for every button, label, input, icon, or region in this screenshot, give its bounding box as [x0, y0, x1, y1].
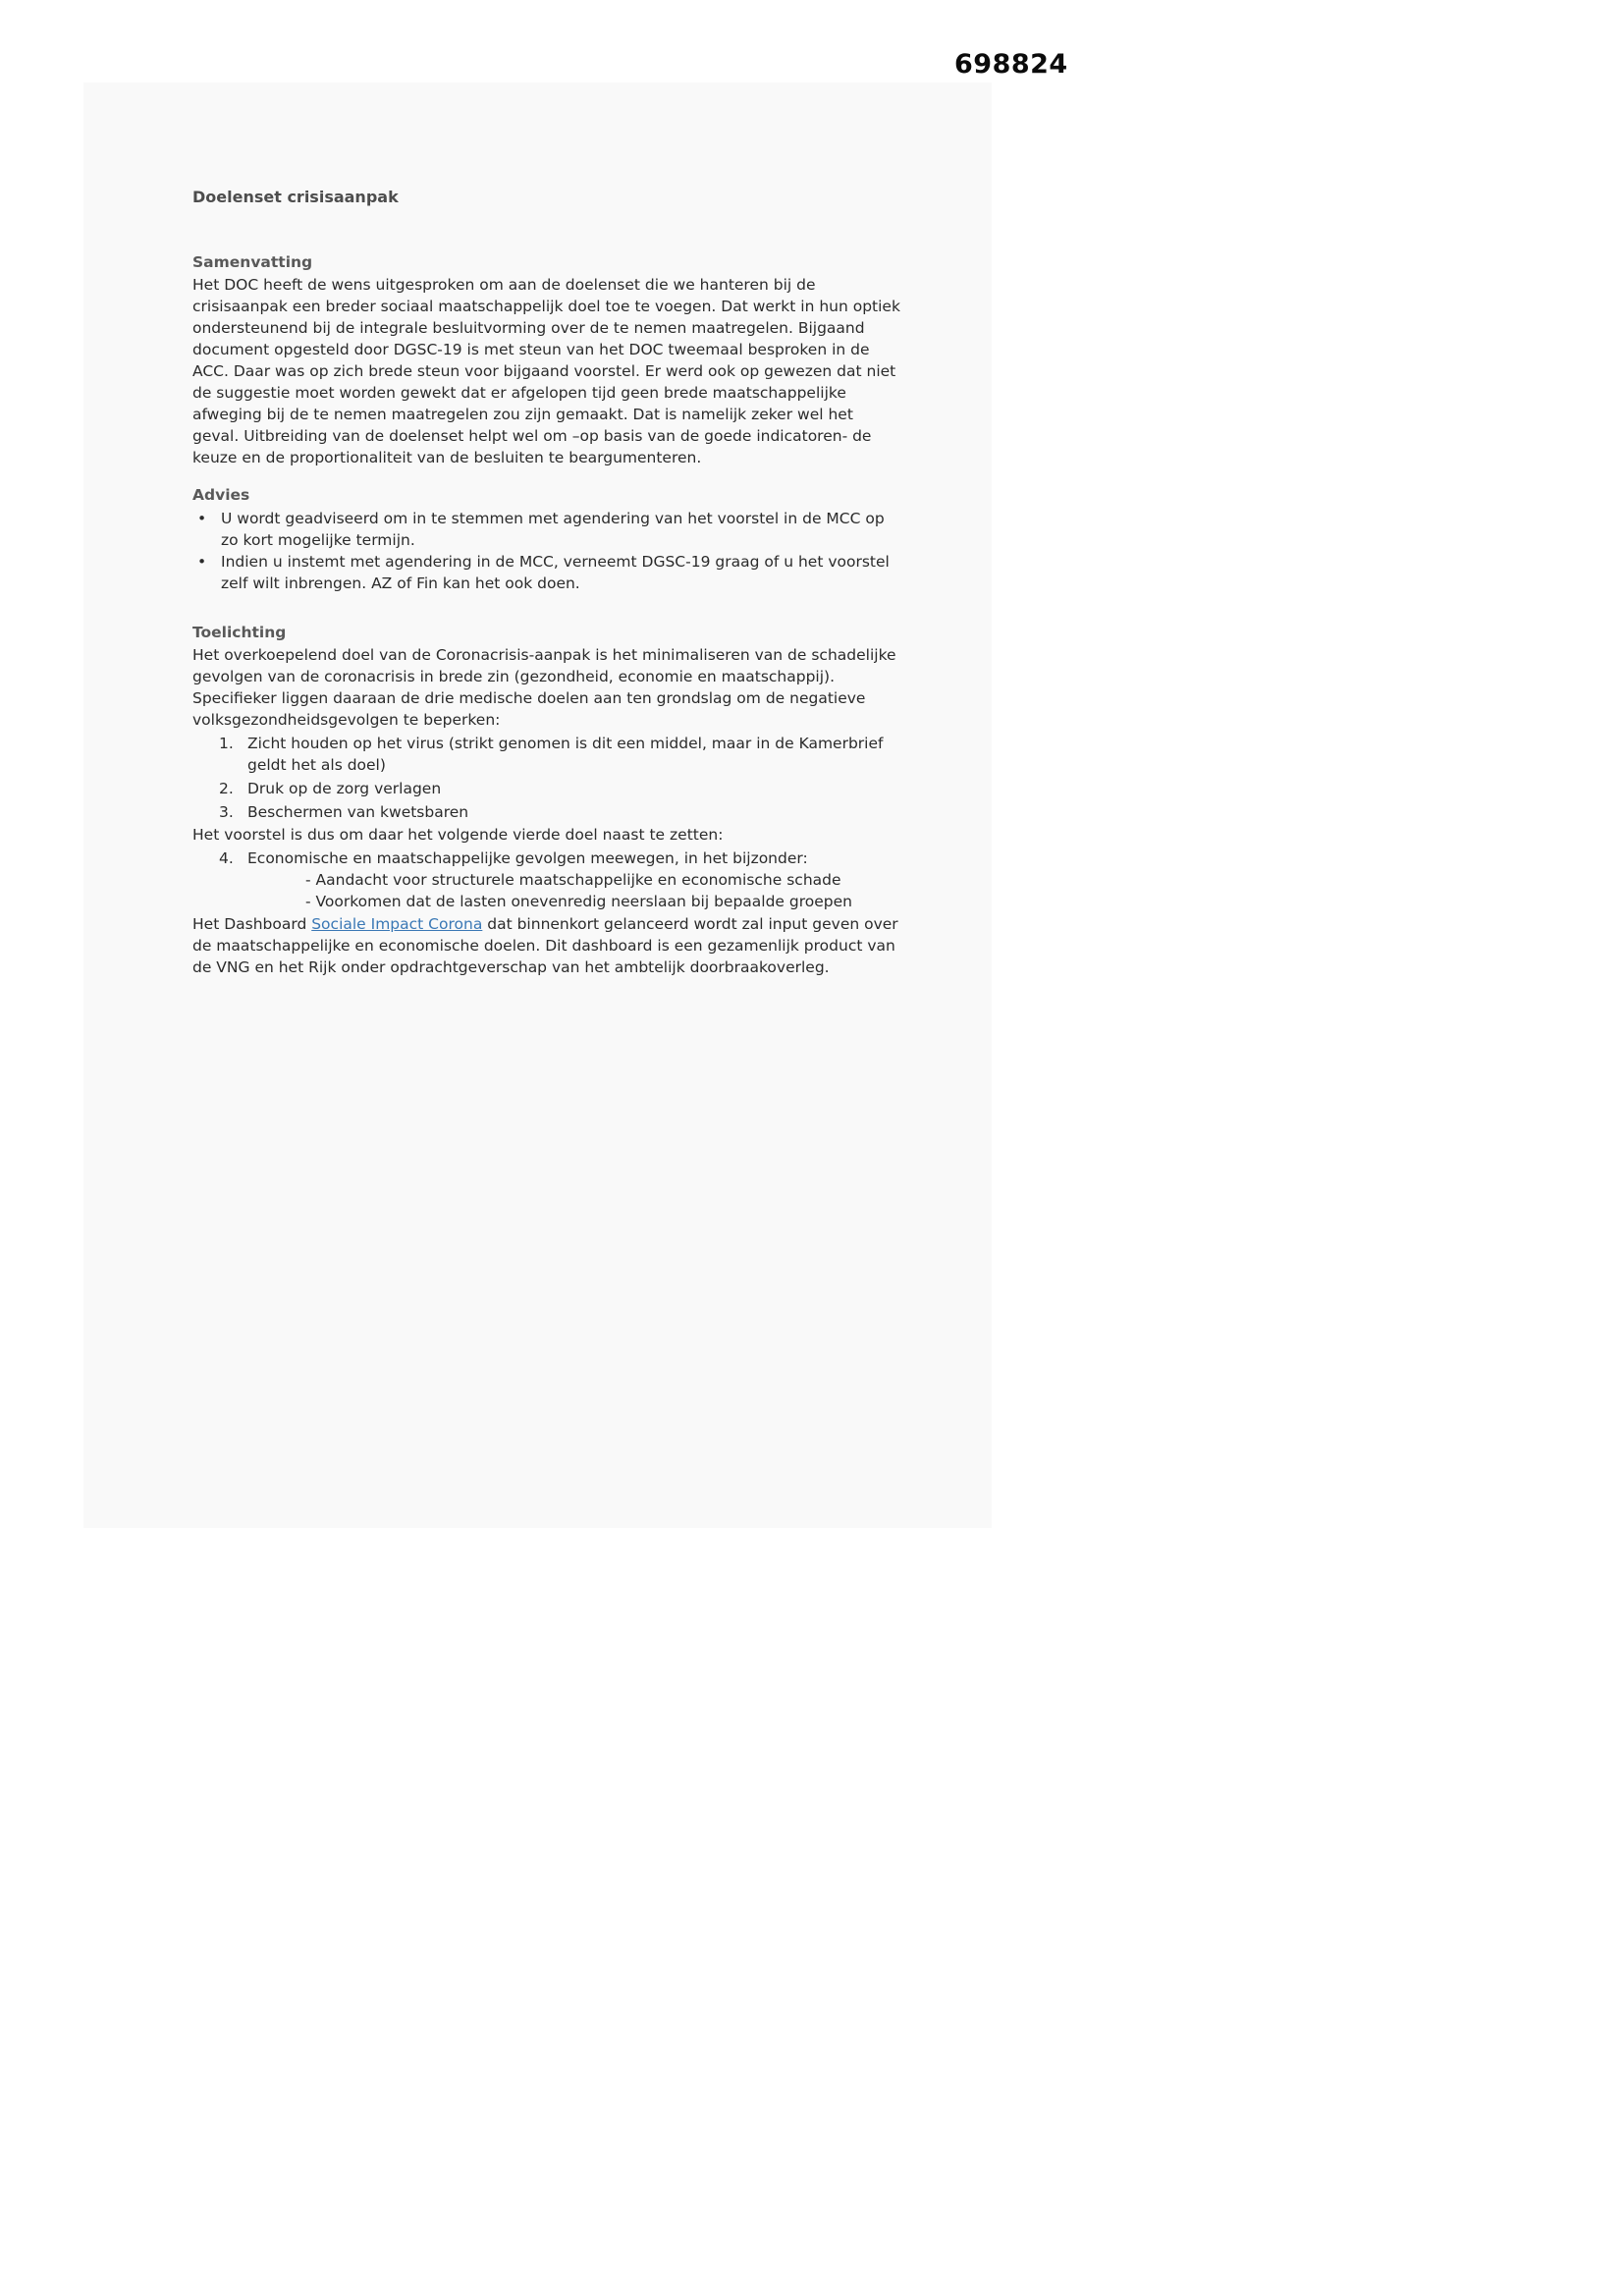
advies-bullet-list [192, 508, 901, 594]
medical-goals-numbered-list [192, 733, 901, 823]
proposal-intro: Het voorstel is dus om daar het volgende vierde doel naast te zetten: [192, 826, 724, 844]
section-heading-advies: Advies [192, 486, 250, 504]
closing-paragraph [192, 913, 901, 978]
list-item [192, 847, 901, 869]
list-number: 2. [219, 780, 234, 797]
list-item [192, 508, 901, 551]
list-item-text: Zicht houden op het virus (strikt genomen is dit een middel, maar in de Kamerbrief geldt het als doel) [247, 735, 884, 774]
list-item [192, 778, 901, 799]
sub-list-item: - Voorkomen dat de lasten onevenredig neerslaan bij bepaalde groepen [305, 893, 852, 910]
list-number: 3. [219, 803, 234, 821]
bullet-text: U wordt geadviseerd om in te stemmen met agendering van het voorstel in de MCC op zo kort mogelijke termijn. [221, 510, 885, 549]
list-item-text: Druk op de zorg verlagen [247, 780, 442, 797]
bullet-text: Indien u instemt met agendering in de MCC, verneemt DGSC-19 graag of u het voorstel zelf wilt inbrengen. AZ of Fin kan het ook doen. [221, 553, 890, 592]
sociale-impact-corona-link[interactable]: Sociale Impact Corona [311, 915, 483, 933]
closing-text-pre: Het Dashboard [192, 915, 312, 933]
list-item [192, 551, 901, 594]
document-page [192, 187, 901, 978]
closing-text-post: dat binnenkort gelanceerd wordt zal input geven over de maatschappelijke en economische doelen. Dit dashboard is een gezamenlijk product van de VNG en het Rijk onder opdrachtgeverschap van het ambtelijk doorbraakoverleg. [192, 915, 898, 976]
page-title: Doelenset crisisaanpak [192, 188, 399, 206]
list-item [192, 733, 901, 776]
section-heading-toelichting: Toelichting [192, 624, 287, 641]
list-number: 1. [219, 735, 234, 752]
list-number: 4. [219, 849, 234, 867]
bullet-marker: • [197, 553, 207, 571]
toelichting-intro-paragraph: Het overkoepelend doel van de Coronacrisis-aanpak is het minimaliseren van de schadelijke gevolgen van de coronacrisis in brede zin (gezondheid, economie en maatschappij). Specifieker liggen daaraan de drie medische doelen aan ten grondslag om de negatieve volksgezondheidsgevolgen te beperken: [192, 646, 896, 729]
samenvatting-paragraph: Het DOC heeft de wens uitgesproken om aan de doelenset die we hanteren bij de crisisaanpak een breder sociaal maatschappelijk doel toe te voegen. Dat werkt in hun optiek ondersteunend bij de integrale besluitvorming over de te nemen maatregelen. Bijgaand document opgesteld door DGSC-19 is met steun van het DOC tweemaal besproken in de ACC. Daar was op zich brede steun voor bijgaand voorstel. Er werd ook op gewezen dat niet de suggestie moet worden gewekt dat er afgelopen tijd geen brede maatschappelijke afweging bij de te nemen maatregelen zou zijn gemaakt. Dat is namelijk zeker wel het geval. Uitbreiding van de doelenset helpt wel om –op basis van de goede indicatoren- de keuze en de proportionaliteit van de besluiten te beargumenteren. [192, 276, 900, 466]
document-number: 698824 [954, 49, 1068, 80]
list-item-text: Beschermen van kwetsbaren [247, 803, 469, 821]
section-heading-samenvatting: Samenvatting [192, 253, 313, 271]
list-item [192, 801, 901, 823]
bullet-marker: • [197, 510, 207, 527]
sub-list-item: - Aandacht voor structurele maatschappelijke en economische schade [305, 871, 841, 889]
list-item-text: Economische en maatschappelijke gevolgen meewegen, in het bijzonder: [247, 849, 808, 867]
